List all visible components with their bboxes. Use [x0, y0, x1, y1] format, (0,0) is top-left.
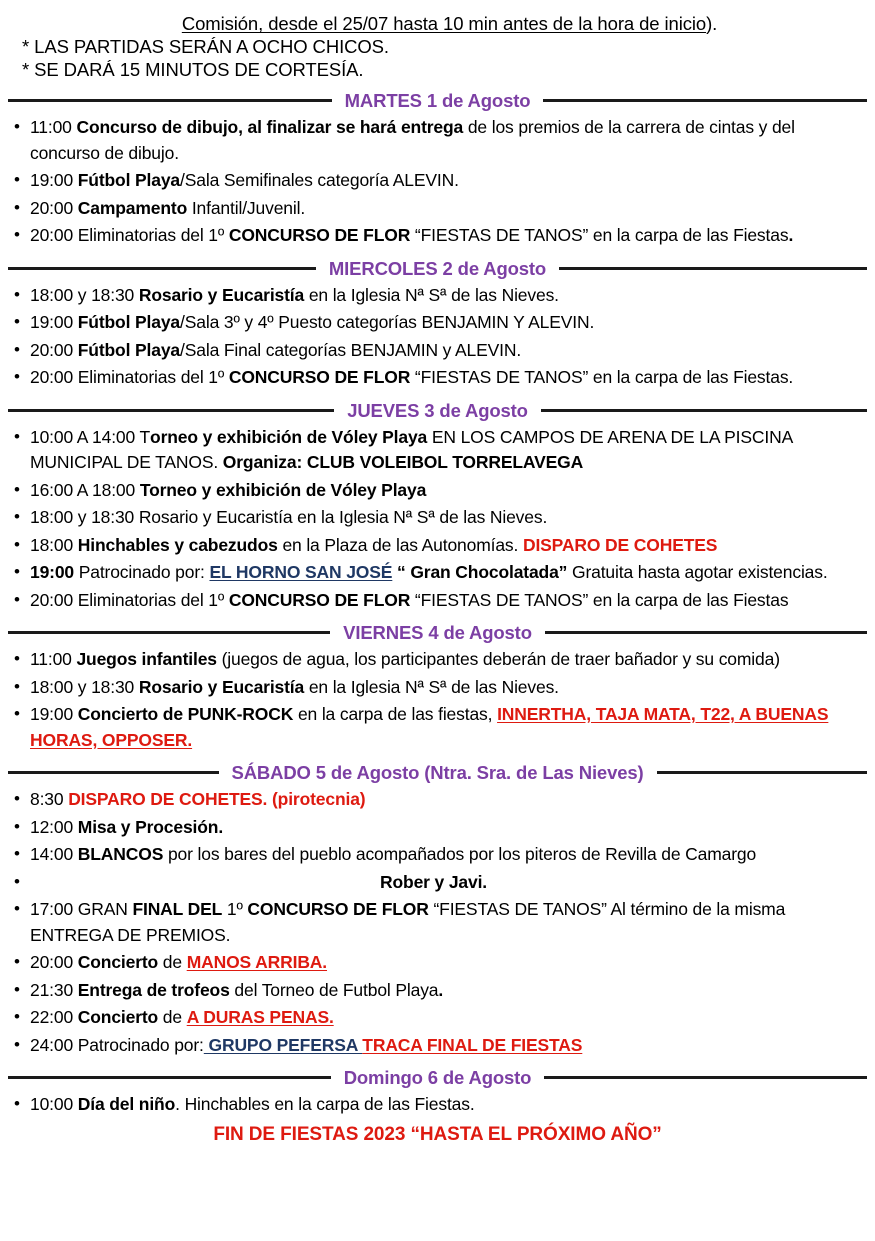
- day-title: Domingo 6 de Agosto: [343, 1067, 532, 1088]
- event-text-part: 19:00: [30, 562, 75, 582]
- event-text-part: 12:00: [30, 816, 78, 837]
- event-text-part: “FIESTAS DE TANOS” en la carpa de las Fiestas: [410, 589, 789, 610]
- event-item: [0, 115, 867, 166]
- event-text-part: por los bares del pueblo acompañados por los piteros de Revilla de Camargo: [163, 844, 757, 864]
- event-text-part: 19:00: [30, 170, 78, 190]
- event-text-part: “FIESTAS DE TANOS” Al término de la misma ENTREGA DE PREMIOS.: [30, 899, 786, 945]
- event-text-part: Fútbol Playa: [77, 312, 181, 332]
- event-text-part: CONCURSO DE FLOR: [228, 225, 411, 245]
- event-item: [0, 787, 867, 813]
- event-text-part: “FIESTAS DE TANOS” en la carpa de las Fiestas.: [410, 367, 794, 387]
- event-item: [0, 950, 867, 976]
- event-list: [0, 115, 875, 249]
- event-text-part: MANOS ARRIBA.: [186, 952, 328, 972]
- header-rule-left: [8, 631, 330, 634]
- event-text-part: /Sala 3º y 4º Puesto categorías BENJAMIN Y ALEVIN.: [180, 312, 595, 332]
- event-item: [0, 425, 867, 476]
- event-item: [0, 560, 867, 586]
- event-item: [0, 478, 867, 504]
- event-text-part: Campamento: [77, 197, 188, 218]
- event-item: [0, 168, 867, 194]
- event-item: [0, 978, 867, 1004]
- event-item: [0, 1033, 867, 1059]
- day-title: MARTES 1 de Agosto: [344, 90, 531, 111]
- event-text-part: EN LOS CAMPOS DE ARENA DE LA PISCINA MUNICIPAL DE TANOS.: [30, 426, 793, 472]
- event-text-part: 21:30: [30, 979, 78, 1000]
- event-text-part: CONCURSO DE FLOR: [228, 589, 411, 610]
- event-text-part: Misa y Procesión.: [77, 816, 224, 837]
- event-text-part: Entrega de trofeos: [77, 979, 230, 1000]
- intro-line-1: [8, 12, 867, 35]
- event-item: [0, 196, 867, 222]
- event-text-part: 14:00: [30, 844, 78, 864]
- event-text-part: “ Gran Chocolatada”: [392, 562, 568, 582]
- event-text-part: 19:00: [30, 704, 78, 724]
- day-section: [0, 90, 875, 249]
- header-rule-right: [544, 1076, 867, 1079]
- event-text-part: Organiza: CLUB VOLEIBOL TORRELAVEGA: [222, 452, 584, 472]
- event-text-part: de: [158, 952, 187, 972]
- event-text-part: Hinchables y cabezudos: [77, 534, 278, 555]
- day-title: JUEVES 3 de Agosto: [347, 399, 528, 421]
- event-text-part: 20:00 Eliminatorias del 1º: [30, 589, 229, 610]
- intro-line-3: * SE DARÁ 15 MINUTOS DE CORTESÍA.: [22, 59, 364, 80]
- event-text-part: orneo y exhibición de Vóley Playa: [150, 426, 428, 447]
- event-item: [0, 223, 867, 249]
- event-item: [0, 897, 867, 948]
- event-text-part: DISPARO DE COHETES: [522, 534, 718, 555]
- event-text-part: EL HORNO SAN JOSÉ: [209, 562, 393, 582]
- event-list: [0, 647, 875, 753]
- event-text-part: 18:00 y 18:30: [30, 676, 139, 697]
- day-section: [0, 1067, 875, 1118]
- event-item: [0, 310, 867, 336]
- event-item: [0, 675, 867, 701]
- day-title: SÁBADO 5 de Agosto (Ntra. Sra. de Las Nieves): [231, 762, 644, 783]
- event-item: [0, 588, 867, 614]
- event-list: [0, 283, 875, 391]
- event-text-part: 8:30: [30, 789, 69, 809]
- event-text-part: TRACA FINAL DE FIESTAS: [362, 1034, 583, 1055]
- header-rule-left: [8, 1076, 331, 1079]
- event-item: [0, 505, 867, 531]
- event-text-part: 20:00 Eliminatorias del 1º: [30, 225, 229, 245]
- event-text-part: INNERTHA, TAJA MATA, T22, A BUENAS HORAS, OPPOSER.: [30, 704, 829, 750]
- day-title: VIERNES 4 de Agosto: [343, 622, 532, 643]
- day-header: [0, 1067, 875, 1088]
- event-list: [0, 787, 875, 1058]
- event-text-part: 10:00: [30, 1094, 78, 1114]
- event-text-part: .: [438, 979, 444, 1000]
- event-item: [0, 1092, 867, 1118]
- event-text-part: /Sala Final categorías BENJAMIN y ALEVIN.: [180, 339, 522, 360]
- event-text-part: 20:00: [30, 952, 78, 972]
- event-text-part: Juegos infantiles: [76, 649, 217, 669]
- intro-line-2: * LAS PARTIDAS SERÁN A OCHO CHICOS.: [22, 36, 389, 57]
- event-text-part: 20:00 Eliminatorias del 1º: [30, 367, 229, 387]
- event-text-part: del Torneo de Futbol Playa: [229, 979, 439, 1000]
- header-rule-right: [559, 267, 867, 270]
- event-text-part: en la Plaza de las Autonomías.: [277, 534, 523, 555]
- header-rule-right: [543, 99, 867, 102]
- event-text-part: GRUPO PEFERSA: [203, 1034, 363, 1055]
- event-text-part: 24:00 Patrocinado por:: [30, 1034, 204, 1055]
- day-section: [0, 400, 875, 614]
- intro-line-1-underlined: Comisión, desde el 25/07 hasta 10 min antes de la hora de inicio: [181, 13, 707, 34]
- event-text-part: en la carpa de las fiestas,: [293, 704, 498, 724]
- event-text-part: Rober y Javi.: [380, 871, 487, 892]
- day-header: [0, 622, 875, 643]
- event-text-part: 11:00: [30, 117, 77, 137]
- day-header: [0, 400, 875, 421]
- event-list: [0, 425, 875, 614]
- event-text-part: 20:00: [30, 339, 78, 360]
- days-container: [0, 90, 875, 1118]
- event-text-part: /Sala Semifinales categoría ALEVIN.: [180, 170, 459, 190]
- event-text-part: 18:00 y 18:30: [30, 284, 139, 305]
- header-rule-right: [657, 771, 868, 774]
- event-item: [0, 870, 867, 896]
- event-text-part: Torneo y exhibición de Vóley Playa: [139, 479, 427, 500]
- event-item: [0, 1005, 867, 1031]
- intro-block: [0, 0, 875, 81]
- event-text-part: CONCURSO DE FLOR: [247, 899, 429, 919]
- event-item: [0, 338, 867, 364]
- event-text-part: de: [158, 1007, 187, 1027]
- event-text-part: A DURAS PENAS.: [186, 1007, 334, 1027]
- event-text-part: Día del niño: [77, 1094, 176, 1114]
- event-item: [0, 702, 867, 753]
- event-item: [0, 815, 867, 841]
- event-text-part: Concierto: [77, 952, 159, 972]
- header-rule-right: [541, 409, 867, 412]
- event-text-part: 11:00: [30, 649, 77, 669]
- event-text-part: FINAL DEL: [132, 899, 223, 919]
- event-text-part: (juegos de agua, los participantes deberán de traer bañador y su comida): [216, 649, 780, 669]
- event-text-part: Infantil/Juvenil.: [187, 197, 306, 218]
- event-text-part: Concierto de PUNK-ROCK: [77, 704, 294, 724]
- event-text-part: BLANCOS: [77, 844, 164, 864]
- event-item: [0, 647, 867, 673]
- header-rule-right: [545, 631, 867, 634]
- event-text-part: 18:00: [30, 534, 78, 555]
- event-text-part: 1º: [222, 899, 248, 919]
- event-item: [0, 842, 867, 868]
- day-section: [0, 762, 875, 1058]
- day-header: [0, 762, 875, 783]
- event-text-part: de los premios de la carrera de cintas y del concurso de dibujo.: [30, 117, 795, 163]
- event-text-part: Gratuita hasta agotar existencias.: [567, 562, 828, 582]
- event-text-part: 18:00 y 18:30 Rosario y Eucaristía en la Iglesia Nª Sª de las Nieves.: [30, 507, 548, 527]
- event-text-part: Concurso de dibujo, al finalizar se hará entrega: [76, 117, 464, 137]
- event-text-part: 17:00 GRAN: [30, 899, 133, 919]
- intro-line-1-tail: ).: [706, 13, 718, 34]
- event-item: [0, 283, 867, 309]
- closing-message: FIN DE FIESTAS 2023 “HASTA EL PRÓXIMO AÑO”: [213, 1123, 662, 1145]
- event-item: [0, 533, 867, 559]
- event-text-part: 10:00 A 14:00 T: [30, 426, 151, 447]
- event-text-part: CONCURSO DE FLOR: [228, 367, 411, 387]
- event-text-part: Rosario y Eucaristía: [138, 284, 305, 305]
- event-text-part: 22:00: [30, 1007, 78, 1027]
- event-text-part: 20:00: [30, 197, 78, 218]
- event-text-part: Fútbol Playa: [77, 339, 181, 360]
- event-text-part: Rosario y Eucaristía: [138, 676, 305, 697]
- header-rule-left: [8, 99, 332, 102]
- event-text-part: Fútbol Playa: [77, 170, 181, 190]
- event-text-part: “FIESTAS DE TANOS” en la carpa de las Fiestas: [410, 225, 789, 245]
- header-rule-left: [8, 267, 316, 270]
- day-header: [0, 258, 875, 279]
- day-header: [0, 90, 875, 111]
- header-rule-left: [8, 771, 219, 774]
- day-section: [0, 258, 875, 391]
- event-text-part: 19:00: [30, 312, 78, 332]
- event-list: [0, 1092, 875, 1118]
- event-item: [0, 365, 867, 391]
- day-title: MIERCOLES 2 de Agosto: [328, 257, 547, 279]
- header-rule-left: [8, 409, 334, 412]
- event-text-part: Concierto: [77, 1007, 159, 1027]
- event-text-part: en la Iglesia Nª Sª de las Nieves.: [304, 676, 559, 697]
- event-text-part: 16:00 A 18:00: [30, 479, 140, 500]
- event-text-part: Patrocinado por:: [74, 562, 210, 582]
- event-text-part: . Hinchables en la carpa de las Fiestas.: [175, 1094, 475, 1114]
- event-text-part: en la Iglesia Nª Sª de las Nieves.: [304, 284, 559, 305]
- day-section: [0, 622, 875, 753]
- event-text-part: .: [788, 225, 794, 245]
- event-text-part: DISPARO DE COHETES. (pirotecnia): [68, 789, 366, 809]
